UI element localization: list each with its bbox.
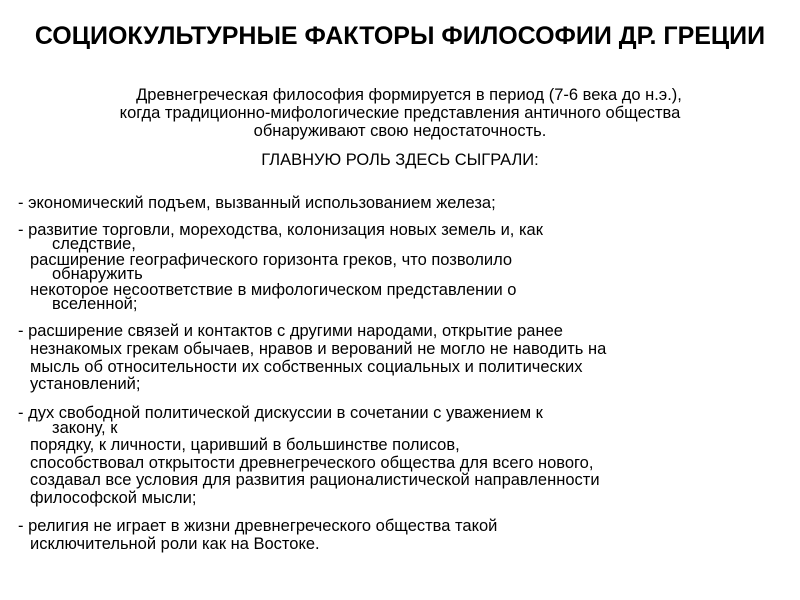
factor-line: - расширение связей и контактов с другими народами, открытие ранее — [18, 322, 563, 340]
intro-line: когда традиционно-мифологические представления античного общества — [119, 104, 681, 122]
factor-line: - экономический подъем, вызванный использованием железа; — [18, 194, 496, 212]
factor-line: обнаружить — [52, 265, 143, 283]
factor-line: вселенной; — [52, 295, 138, 313]
factor-line: мысль об относительности их собственных социальных и политических — [30, 358, 583, 376]
factor-line: порядку, к личности, царивший в большинстве полисов, — [30, 436, 460, 454]
factor-line: незнакомых грекам обычаев, нравов и верований не могло не наводить на — [30, 340, 607, 358]
factor-line: - религия не играет в жизни древнегреческого общества такой — [18, 517, 498, 535]
factor-line: некоторое несоответствие в мифологическом представлении о — [30, 281, 517, 299]
factor-line: расширение географического горизонта греков, что позволило — [30, 251, 513, 269]
factor-line: создавал все условия для развития рационалистической направленности — [30, 471, 600, 489]
factor-line: закону, к — [52, 419, 118, 437]
factor-line: - развитие торговли, мореходства, колонизация новых земель и, как — [18, 221, 543, 239]
intro-line: обнаруживают свою недостаточность. — [253, 122, 547, 140]
factor-line: способствовал открытости древнегреческого общества для всего нового, — [30, 454, 594, 472]
factor-line: исключительной роли как на Востоке. — [30, 535, 320, 553]
factor-line: следствие, — [52, 235, 136, 253]
intro-line: Древнегреческая философия формируется в период (7-6 века до н.э.), — [136, 86, 682, 104]
lead-heading: ГЛАВНУЮ РОЛЬ ЗДЕСЬ СЫГРАЛИ: — [261, 151, 539, 169]
factor-line: установлений; — [30, 375, 141, 393]
slide-title: СОЦИОКУЛЬТУРНЫЕ ФАКТОРЫ ФИЛОСОФИИ ДР. ГРЕЦИИ — [34, 22, 766, 50]
factor-line: философской мысли; — [30, 489, 197, 507]
factor-line: - дух свободной политической дискуссии в сочетании с уважением к — [18, 404, 543, 422]
